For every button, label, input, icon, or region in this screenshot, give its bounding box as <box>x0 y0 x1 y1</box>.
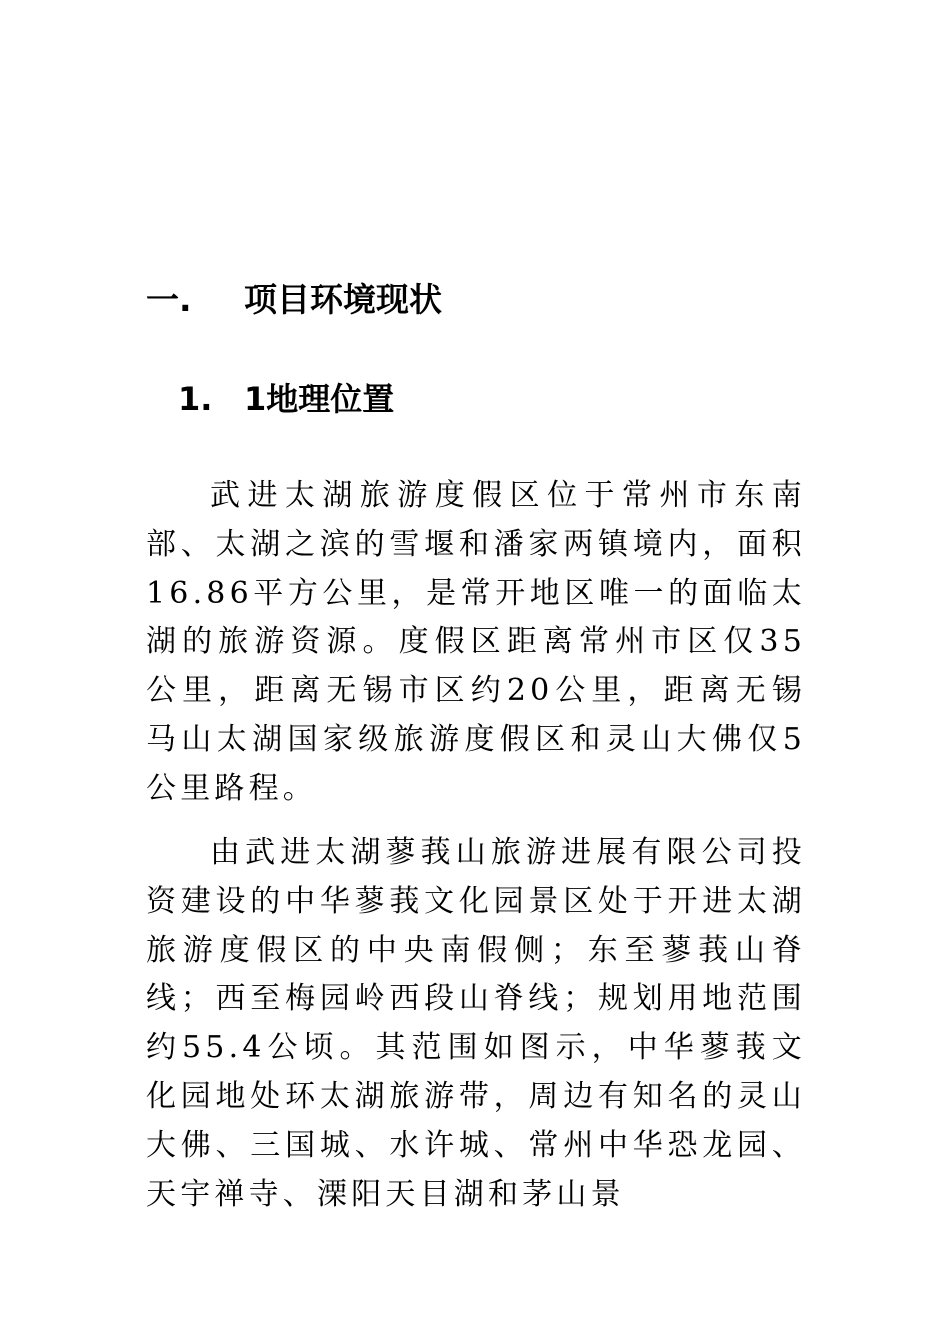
section-heading <box>146 276 442 324</box>
body-paragraph-park: 由武进太湖蓼莪山旅游进展有限公司投资建设的中华蓼莪文化园景区处于开进太湖旅游度假区的中央南假侧；东至蓼莪山脊线；西至梅园岭西段山脊线；规划用地范围约55.4公顷。其范围如图示，中华蓼莪文化园地处环太湖旅游带，周边有知名的灵山大佛、三国城、水许城、常州中华恐龙园、天宇禅寺、溧阳天目湖和茅山景 <box>146 835 806 1212</box>
section-title: 项目环境现状 <box>244 280 442 319</box>
body-paragraph-location: 武进太湖旅游度假区位于常州市东南部、太湖之滨的雪堰和潘家两镇境内，面积16.86平方公里，是常开地区唯一的面临太湖的旅游资源。度假区距离常州市区仅35公里，距离无锡市区约20公里，距离无锡马山太湖国家级旅游度假区和灵山大佛仅5公里路程。 <box>146 478 806 806</box>
subsection-title: 1地理位置 <box>244 380 395 418</box>
section-number: 一. <box>146 280 192 319</box>
subsection-number: 1. <box>178 380 213 418</box>
subsection-heading <box>178 376 394 422</box>
